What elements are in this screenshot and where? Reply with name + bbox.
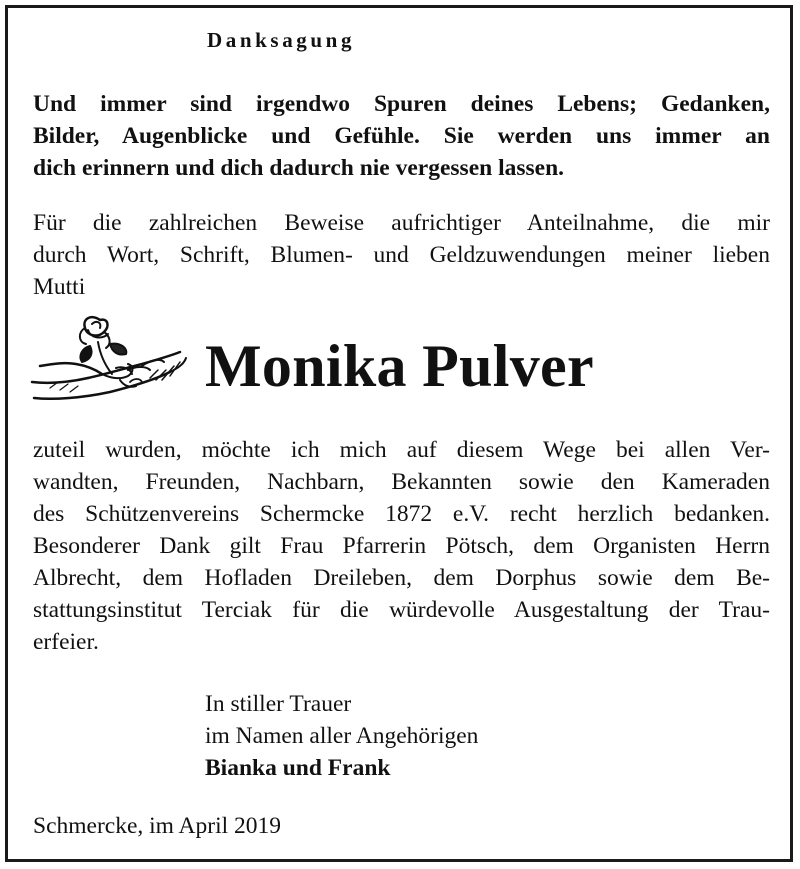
intro-line: Für die zahlreichen Beweise aufrichtiger Anteilnahme, die mir <box>33 210 770 236</box>
signature-line: im Namen aller Angehörigen <box>205 723 479 749</box>
thanks-paragraph <box>33 434 770 658</box>
thanks-line: stattungsinstitut Terciak für die würdevolle Ausgestaltung der Trau- <box>33 597 770 623</box>
signature-line: In stiller Trauer <box>205 691 352 717</box>
intro-line: Mutti <box>33 274 86 300</box>
thanks-line: zuteil wurden, möchte ich mich auf diesem Wege bei allen Ver- <box>33 437 770 463</box>
thanks-line: wandten, Freunden, Nachbarn, Bekannten sowie den Kameraden <box>33 469 770 495</box>
signature-block <box>205 688 478 784</box>
quote-line: dich erinnern und dich dadurch nie vergessen lassen. <box>33 155 565 181</box>
place-and-date: Schmercke, im April 2019 <box>33 813 282 839</box>
deceased-name: Monika Pulver <box>205 333 594 399</box>
rose-in-hands-icon <box>30 308 190 408</box>
notice-heading: Danksagung <box>207 28 356 52</box>
memorial-quote <box>33 88 770 184</box>
thanks-line: Besonderer Dank gilt Frau Pfarrerin Pötsch, dem Organisten Herrn <box>33 533 770 559</box>
signature-names: Bianka und Frank <box>205 755 391 781</box>
thanks-line: erfeier. <box>33 629 99 655</box>
intro-paragraph <box>33 207 770 303</box>
thanks-line: des Schützenvereins Schermcke 1872 e.V. recht herzlich bedanken. <box>33 501 770 527</box>
quote-line: Bilder, Augenblicke und Gefühle. Sie werden uns immer an <box>33 123 770 149</box>
quote-line: Und immer sind irgendwo Spuren deines Lebens; Gedanken, <box>33 91 770 117</box>
intro-line: durch Wort, Schrift, Blumen- und Geldzuwendungen meiner lieben <box>33 242 770 268</box>
thanks-line: Albrecht, dem Hofladen Dreileben, dem Dorphus sowie dem Be- <box>33 565 770 591</box>
